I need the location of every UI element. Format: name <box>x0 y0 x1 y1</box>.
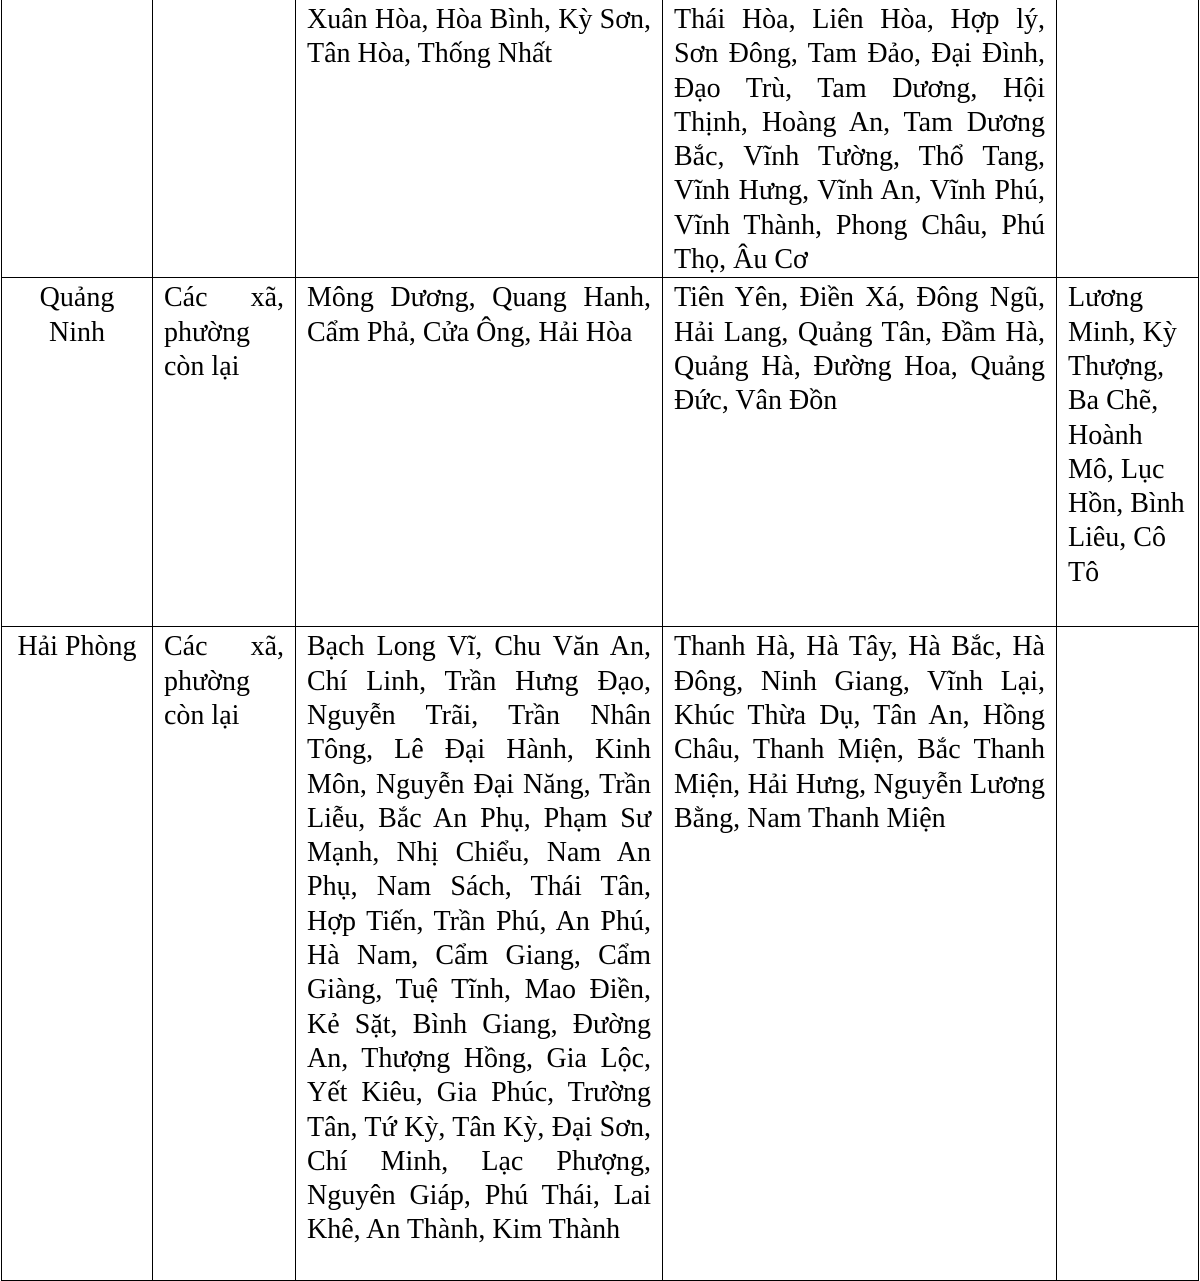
province-cell <box>2 0 153 278</box>
group-c-cell: Lương Minh, Kỳ Thượng, Ba Chẽ, Hoành Mô, Lục Hồn, Bình Liêu, Cô Tô <box>1057 278 1199 627</box>
group-a-cell: Bạch Long Vĩ, Chu Văn An, Chí Linh, Trần Hưng Đạo, Nguyễn Trãi, Trần Nhân Tông, Lê Đại Hành, Kinh Môn, Nguyễn Đại Năng, Trần Liễu, Bắc An Phụ, Phạm Sư Mạnh, Nhị Chiểu, Nam An Phụ, Nam Sách, Thái Tân, Hợp Tiến, Trần Phú, An Phú, Hà Nam, Cẩm Giang, Cẩm Giàng, Tuệ Tĩnh, Mao Điền, Kẻ Sặt, Bình Giang, Đường An, Thượng Hồng, Gia Lộc, Yết Kiêu, Gia Phúc, Trường Tân, Tứ Kỳ, Tân Kỳ, Đại Sơn, Chí Minh, Lạc Phượng, Nguyên Giáp, Phú Thái, Lai Khê, An Thành, Kim Thành <box>296 627 663 1281</box>
group-a-cell: Mông Dương, Quang Hanh, Cẩm Phả, Cửa Ông, Hải Hòa <box>296 278 663 627</box>
commune-list-table <box>1 0 1199 1281</box>
group-a-cell: Xuân Hòa, Hòa Bình, Kỳ Sơn, Tân Hòa, Thống Nhất <box>296 0 663 278</box>
table-row <box>2 0 1199 278</box>
group-b-cell: Thanh Hà, Hà Tây, Hà Bắc, Hà Đông, Ninh Giang, Vĩnh Lại, Khúc Thừa Dụ, Tân An, Hồng Châu, Thanh Miện, Bắc Thanh Miện, Hải Hưng, Nguyễn Lương Bằng, Nam Thanh Miện <box>663 627 1057 1281</box>
group-c-cell <box>1057 627 1199 1281</box>
group-b-cell: Tiên Yên, Điền Xá, Đông Ngũ, Hải Lang, Quảng Tân, Đầm Hà, Quảng Hà, Đường Hoa, Quảng Đức, Vân Đồn <box>663 278 1057 627</box>
scope-cell: Các xã, phường còn lại <box>153 627 296 1281</box>
province-cell: Hải Phòng <box>2 627 153 1281</box>
group-c-cell <box>1057 0 1199 278</box>
group-b-cell: Thái Hòa, Liên Hòa, Hợp lý, Sơn Đông, Tam Đảo, Đại Đình, Đạo Trù, Tam Dương, Hội Thịnh, Hoàng An, Tam Dương Bắc, Vĩnh Tường, Thổ Tang, Vĩnh Hưng, Vĩnh An, Vĩnh Phú, Vĩnh Thành, Phong Châu, Phú Thọ, Âu Cơ <box>663 0 1057 278</box>
table-row <box>2 627 1199 1281</box>
table-row <box>2 278 1199 627</box>
province-cell: Quảng Ninh <box>2 278 153 627</box>
scope-cell <box>153 0 296 278</box>
scope-cell: Các xã, phường còn lại <box>153 278 296 627</box>
